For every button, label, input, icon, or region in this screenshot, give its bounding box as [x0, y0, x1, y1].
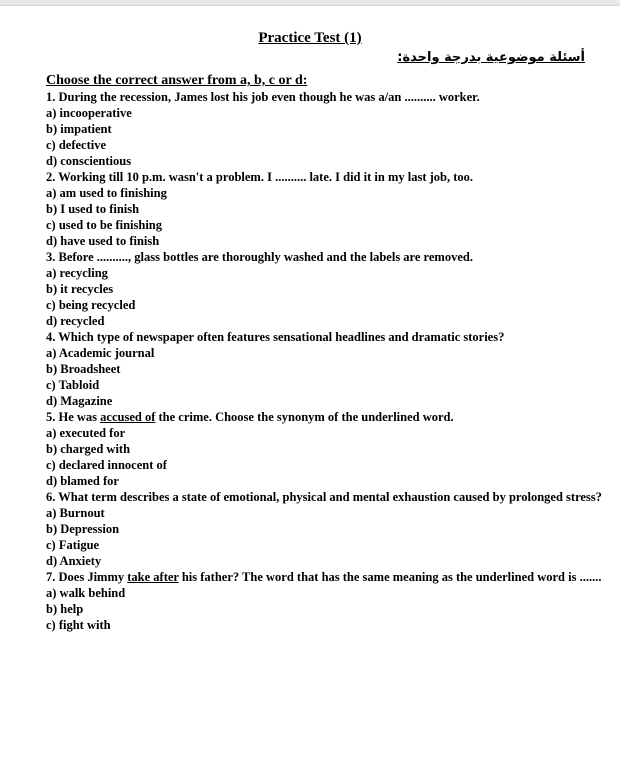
question-6-text: 6. What term describes a state of emotional, physical and mental exhaustion caused by prolonged stress? [46, 490, 602, 504]
question-4-option-a: a) Academic journal [46, 346, 155, 360]
arabic-heading: أسئلة موضوعية بدرجة واحدة: [397, 50, 585, 65]
question-1-option-d: d) conscientious [46, 154, 132, 168]
question-2-option-c: c) used to be finishing [46, 218, 162, 232]
question-7-option-b: b) help [46, 602, 84, 616]
question-3-option-d: d) recycled [46, 314, 105, 328]
question-7-underlined-word: take after [127, 570, 179, 584]
question-2-option-a: a) am used to finishing [46, 186, 167, 200]
question-3-option-b: b) it recycles [46, 282, 114, 296]
question-5-pre: 5. He was [46, 410, 101, 424]
question-7-text [46, 569, 606, 585]
question-6-option-c: c) Fatigue [46, 538, 100, 552]
question-5-option-b: b) charged with [46, 442, 131, 456]
question-6-option-a: a) Burnout [46, 506, 105, 520]
question-6-option-b: b) Depression [46, 522, 120, 536]
question-2-option-b: b) I used to finish [46, 202, 140, 216]
question-1-option-a: a) incooperative [46, 106, 132, 120]
question-1-option-c: c) defective [46, 138, 107, 152]
question-4-text: 4. Which type of newspaper often features sensational headlines and dramatic stories? [46, 330, 505, 344]
question-5-option-a: a) executed for [46, 426, 126, 440]
question-5-option-c: c) declared innocent of [46, 458, 167, 472]
question-4-option-c: c) Tabloid [46, 378, 100, 392]
question-2-text: 2. Working till 10 p.m. wasn't a problem. I .......... late. I did it in my last job, too. [46, 170, 474, 184]
question-7-option-c: c) fight with [46, 618, 111, 632]
question-5-post: the crime. Choose the synonym of the underlined word. [155, 410, 454, 424]
question-1-text: 1. During the recession, James lost his job even though he was a/an .......... worker. [46, 90, 480, 104]
question-list [46, 72, 606, 633]
question-2-option-d: d) have used to finish [46, 234, 160, 248]
question-5-option-d: d) blamed for [46, 474, 119, 488]
question-4-option-d: d) Magazine [46, 394, 113, 408]
question-4-option-b: b) Broadsheet [46, 362, 121, 376]
question-3-option-c: c) being recycled [46, 298, 136, 312]
question-5-text [46, 409, 606, 425]
question-3-text: 3. Before .........., glass bottles are thoroughly washed and the labels are removed. [46, 250, 473, 264]
page-title: Practice Test (1) [258, 30, 362, 46]
question-3-option-a: a) recycling [46, 266, 108, 280]
instruction-heading: Choose the correct answer from a, b, c or d: [46, 73, 308, 88]
question-7-post: his father? The word that has the same meaning as the underlined word is ....... [178, 570, 602, 584]
question-6-option-d: d) Anxiety [46, 554, 102, 568]
question-7-pre: 7. Does Jimmy [46, 570, 128, 584]
question-7-option-a: a) walk behind [46, 586, 126, 600]
document-page [0, 6, 620, 760]
question-1-option-b: b) impatient [46, 122, 112, 136]
question-5-underlined-word: accused of [100, 410, 156, 424]
